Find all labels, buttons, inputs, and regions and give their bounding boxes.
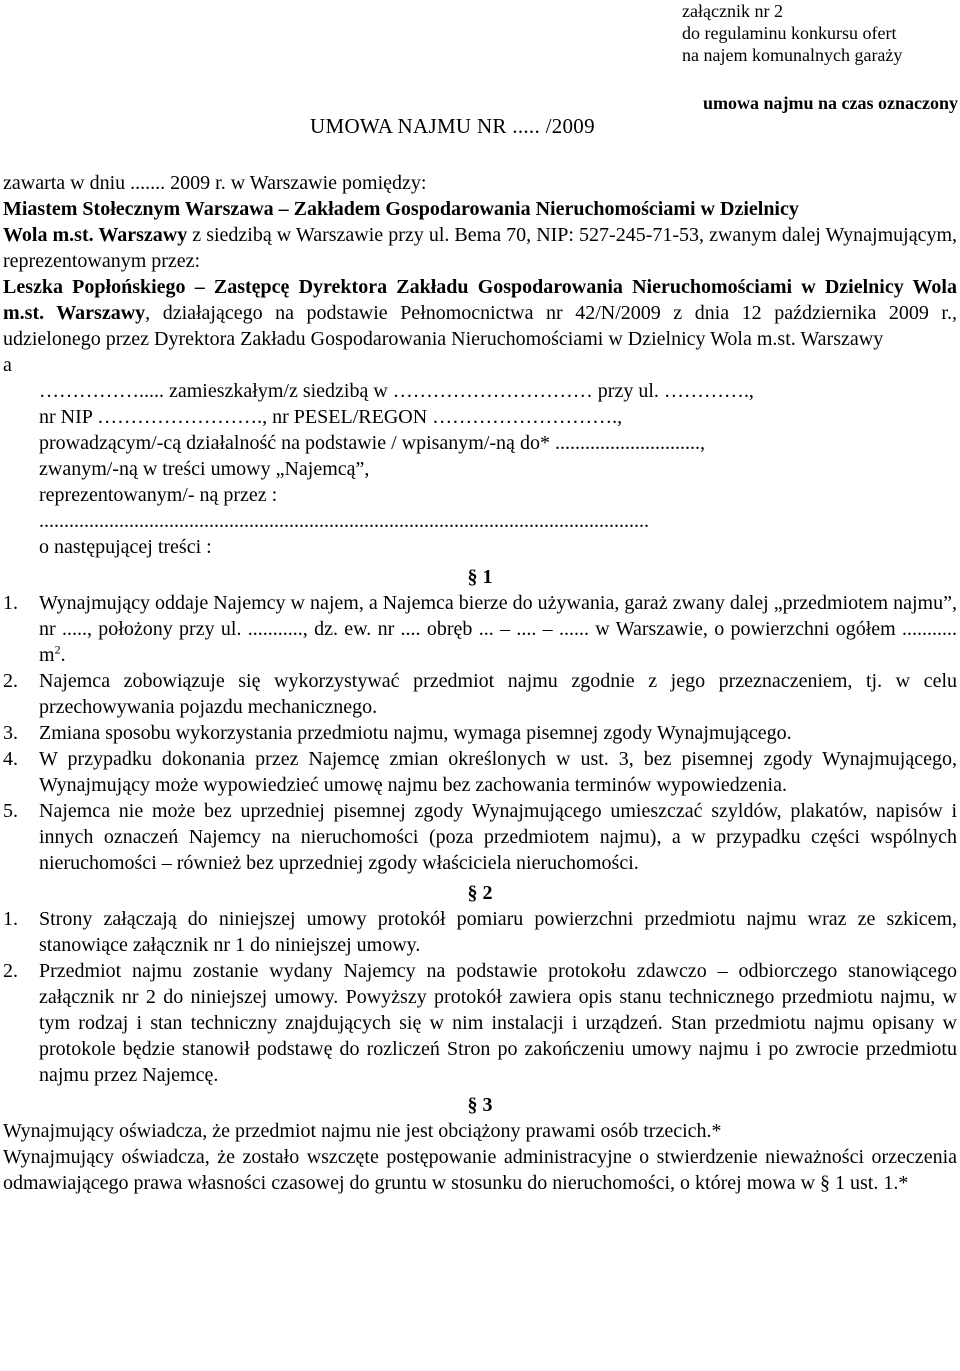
clause-tail: .: [60, 644, 66, 666]
section-heading: § 3: [467, 1094, 493, 1116]
annotation-line: załącznik nr 2: [682, 1, 783, 21]
clause: [3, 720, 957, 746]
clause-number: 1.: [3, 908, 18, 930]
attachment-annotation: [682, 0, 902, 66]
document-title: UMOWA NAJMU NR ..... /2009: [310, 114, 595, 138]
clause: [3, 798, 957, 876]
landlord-details: z siedzibą w Warszawie przy ul. Bema 70, NIP: 527-245-71-53, zwanym dalej Wynajmującym, reprezentowanym przez:: [3, 224, 958, 272]
clause-text: Wynajmujący oddaje Najemcy w najem, a Najemca bierze do używania, garaż zwany dalej „przedmiotem najmu”, nr ....., położony przy ul. ..........., dz. ew. nr .... obręb ... – .... – ...... w Warszawie, o powierzchni ogółem ........... m: [39, 592, 957, 666]
unit-superscript: 2: [54, 642, 61, 657]
intro-line: zawarta w dniu ....... 2009 r. w Warszawie pomiędzy:: [3, 172, 427, 194]
clause: [3, 746, 957, 798]
clause-text: Najemca nie może bez uprzedniej pisemnej zgody Wynajmującego umieszczać szyldów, plakatów, napisów i innych oznaczeń Najemcy na nieruchomości (poza przedmiotem najmu), a w przypadku części wspólnych nieruchomości – również bez uprzedniej zgody właściciela nieruchomości.: [39, 800, 957, 874]
landlord-paragraph: [3, 222, 957, 274]
clause-number: 3.: [3, 722, 18, 744]
clause-text: W przypadku dokonania przez Najemcę zmian określonych w ust. 3, bez pisemnej zgody Wynajmującego, Wynajmujący może wypowiedzieć umowę najmu bez zachowania terminów wypowiedzenia.: [39, 748, 957, 796]
section-heading: § 2: [467, 882, 493, 904]
tenant-line: nr NIP ……………………., nr PESEL/REGON ……………………….,: [39, 406, 623, 428]
tenant-line: prowadzącym/-cą działalność na podstawie / wpisanym/-ną do* .............................,: [39, 432, 705, 454]
contract-type: umowa najmu na czas oznaczony: [703, 93, 958, 113]
clause-text: Najemca zobowiązuje się wykorzystywać przedmiot najmu zgodnie z jego przeznaczeniem, tj. w celu przechowywania pojazdu mechanicznego.: [39, 670, 957, 718]
tenant-line: zwanym/-ną w treści umowy „Najemcą”,: [39, 458, 370, 480]
clause: [3, 668, 957, 720]
representative-name: Leszka Popłońskiego – Zastępcę Dyrektora Zakładu Gospodarowania Nieruchomościami w Dzielnicy Wola m.st. Warszawy: [3, 276, 957, 324]
clause: [3, 590, 957, 668]
representative-paragraph: [3, 274, 957, 352]
representative-details: , działającego na podstawie Pełnomocnictwa nr 42/N/2009 z dnia 12 października 2009 r., udzielonego przez Dyrektora Zakładu Gospodarowania Nieruchomościami w Dzielnicy Wola m.st. Warszawy: [3, 302, 957, 350]
declaration-paragraph: Wynajmujący oświadcza, że zostało wszczęte postępowanie administracyjne o stwierdzenie nieważności orzeczenia odmawiającego prawa własności czasowej do gruntu w stosunku do nieruchomości, o której mowa w § 1 ust. 1.*: [3, 1146, 957, 1194]
content-intro: o następującej treści :: [39, 536, 212, 558]
clause-number: 1.: [3, 592, 18, 614]
landlord-name-cont: Wola m.st. Warszawy: [3, 224, 188, 246]
clause-number: 2.: [3, 670, 18, 692]
annotation-line: do regulaminu konkursu ofert: [682, 23, 897, 43]
clause-number: 4.: [3, 748, 18, 770]
section-heading: § 1: [467, 566, 493, 588]
tenant-line: ……………..... zamieszkałym/z siedzibą w ………………………… przy ul. ………….,: [39, 380, 754, 402]
clause-text: Przedmiot najmu zostanie wydany Najemcy na podstawie protokołu zdawczo – odbiorczego stanowiącego załącznik nr 2 do niniejszej umowy. Powyższy protokół zawiera opis stanu technicznego przedmiotu najmu, w tym rodzaj i stan techniczny znajdujących się w nim instalacji i urządzeń. Stan przedmiotu najmu opisany w protokole będzie stanowił podstawę do rozliczeń Stron po zakończeniu umowy najmu i po zwrocie przedmiotu najmu przez Najemcę.: [39, 960, 957, 1086]
declaration-paragraph: Wynajmujący oświadcza, że przedmiot najmu nie jest obciążony prawami osób trzecich.*: [3, 1120, 722, 1142]
annotation-line: na najem komunalnych garaży: [682, 45, 903, 65]
document-body: [3, 170, 957, 1196]
clause-text: Strony załączają do niniejszej umowy protokół pomiaru powierzchni przedmiotu najmu wraz ze szkicem, stanowiące załącznik nr 1 do niniejszej umowy.: [39, 908, 957, 956]
clause-number: 2.: [3, 960, 18, 982]
clause-text: Zmiana sposobu wykorzystania przedmiotu najmu, wymaga pisemnej zgody Wynajmującego.: [39, 722, 792, 744]
and-word: a: [3, 354, 12, 376]
tenant-line: ..........................................................................................................................: [39, 510, 649, 532]
landlord-name-line: Miastem Stołecznym Warszawa – Zakładem Gospodarowania Nieruchomościami w Dzielnicy: [3, 198, 799, 220]
clause: [3, 906, 957, 958]
clause-number: 5.: [3, 800, 18, 822]
tenant-line: reprezentowanym/- ną przez :: [39, 484, 278, 506]
clause: [3, 958, 957, 1088]
